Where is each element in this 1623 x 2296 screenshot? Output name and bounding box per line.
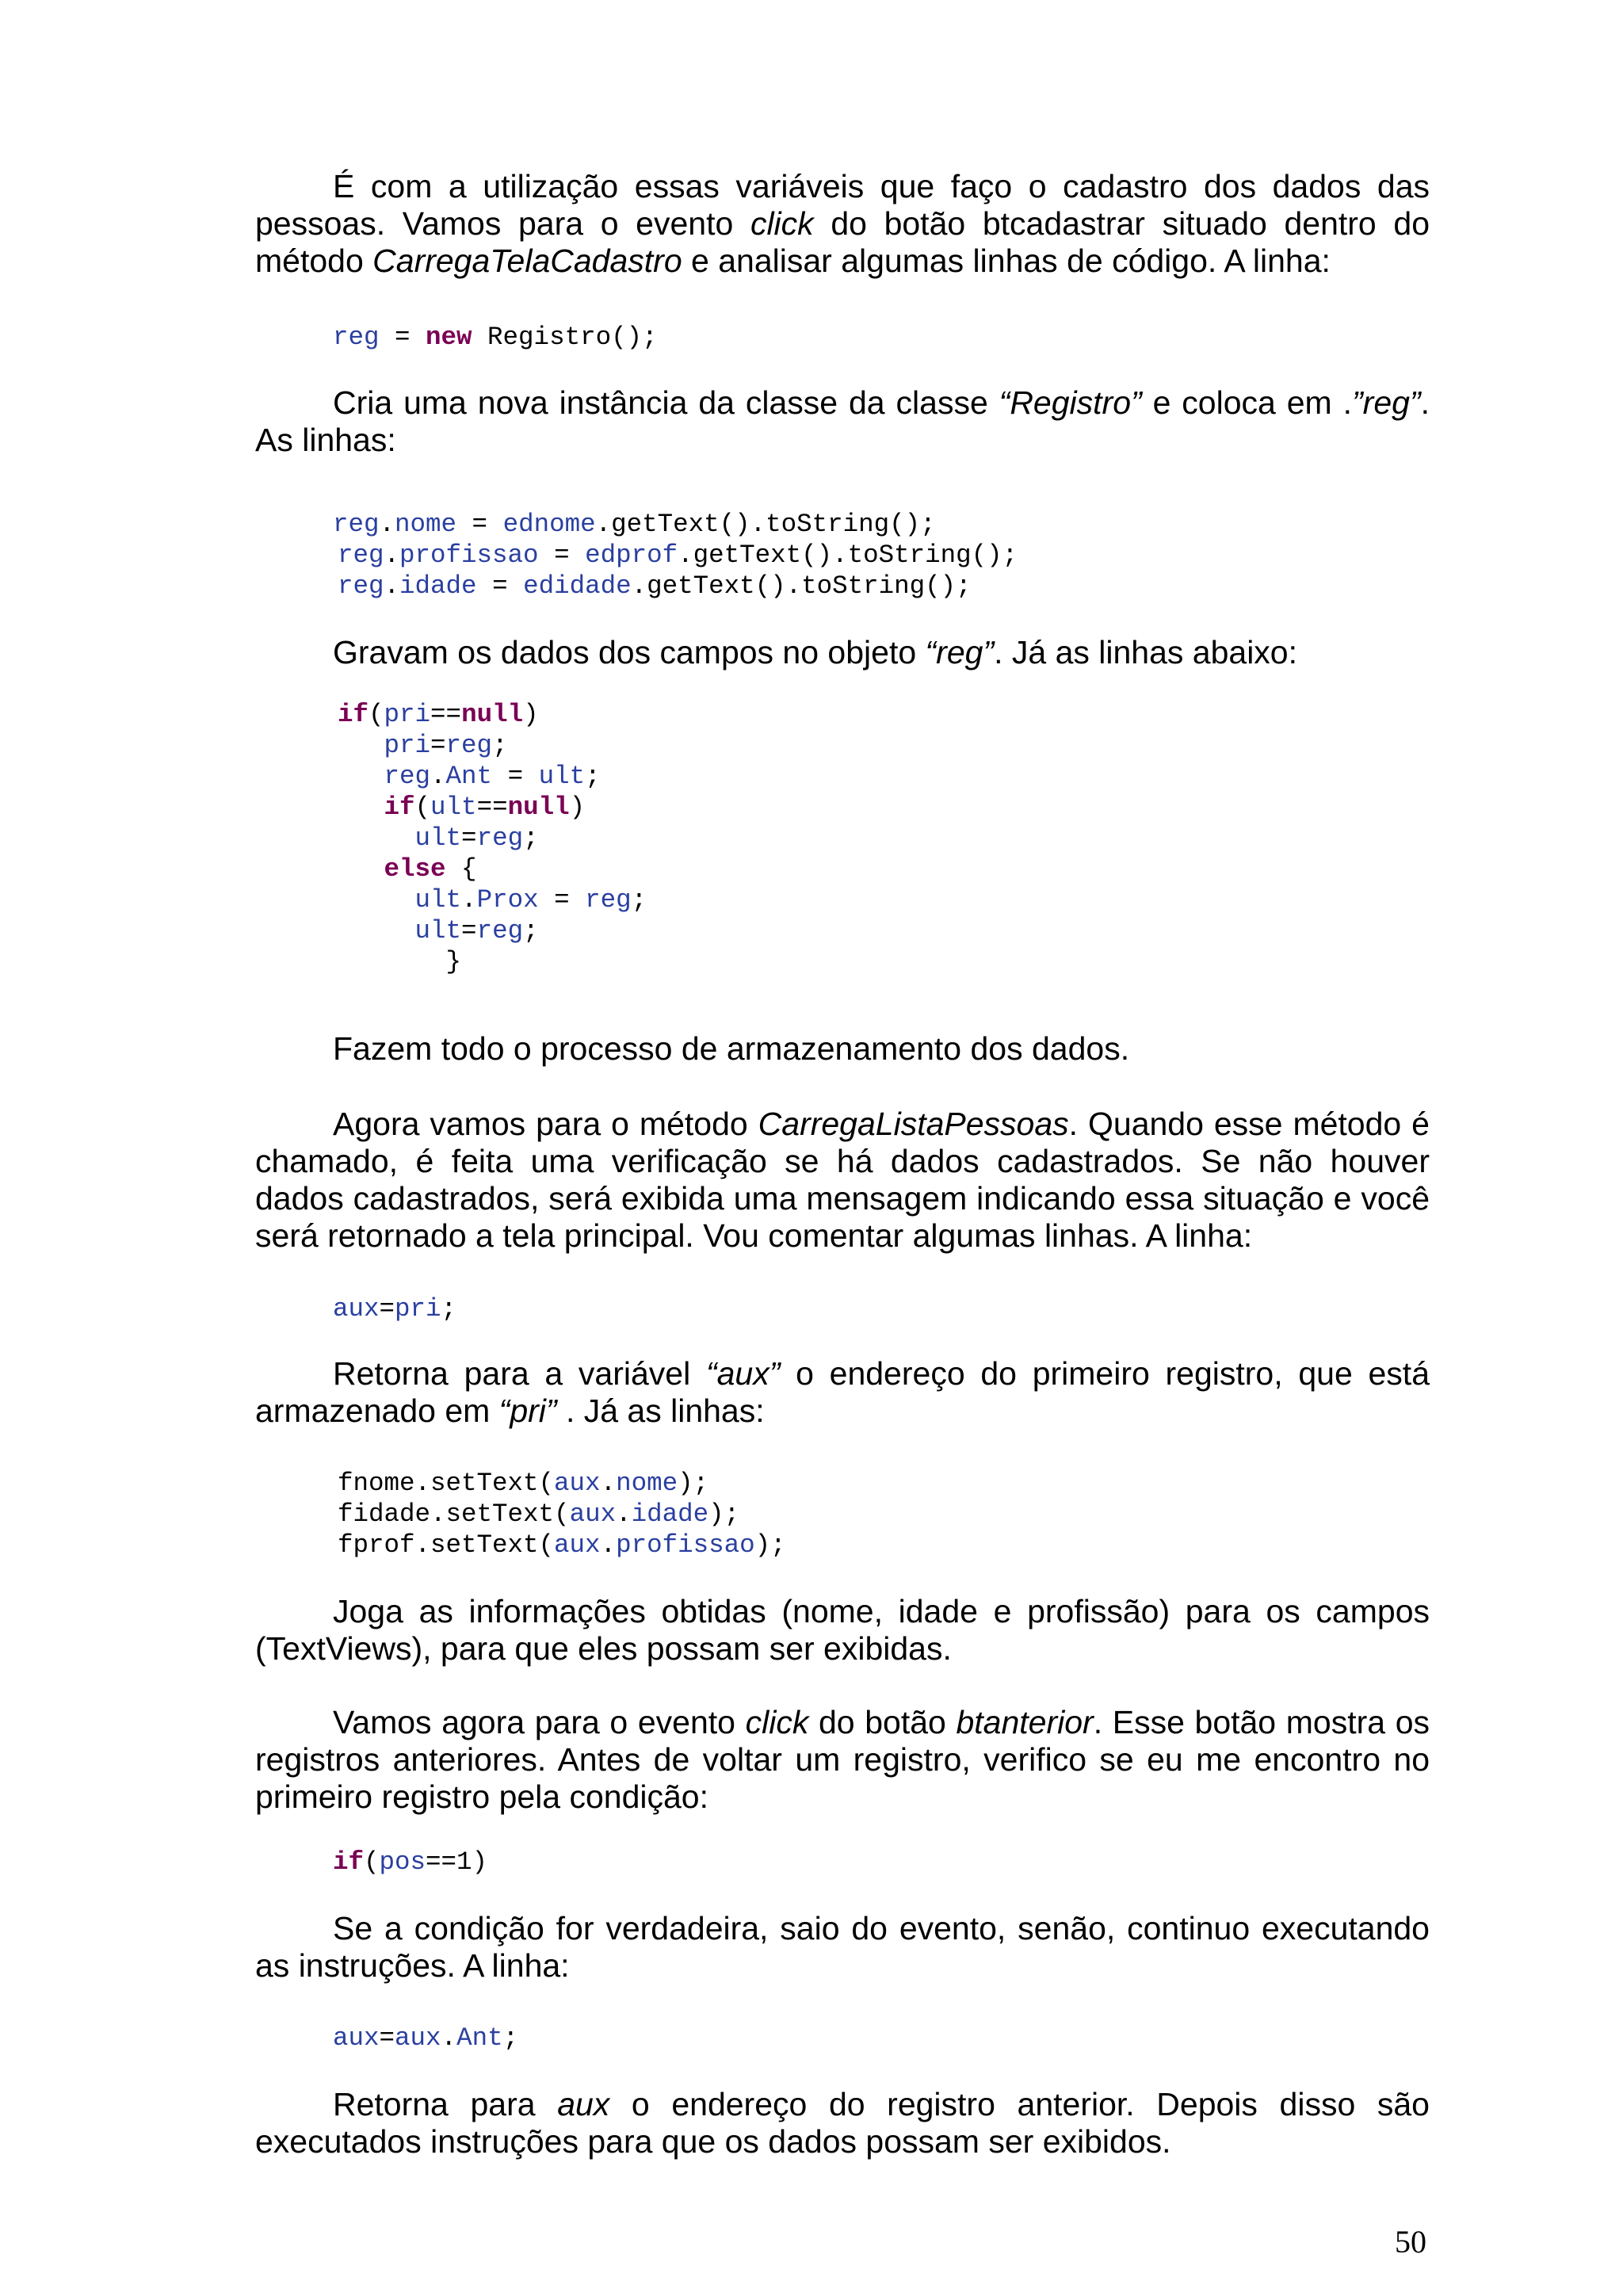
code-line: reg = new Registro(); — [333, 323, 658, 352]
emphasis: click — [745, 1704, 809, 1740]
text: e analisar algumas linhas de código. A linha: — [682, 243, 1331, 279]
text: . Já as linhas abaixo: — [994, 634, 1298, 670]
emphasis: “Registro” — [999, 384, 1142, 421]
text: . Já as linhas: — [556, 1392, 765, 1429]
paragraph-3 — [255, 634, 1430, 671]
emphasis: CarregaListaPessoas — [758, 1106, 1069, 1142]
text: . Esse botão mostra os registros anteriores. Antes de voltar um registro, verifico se eu me encontro no primeiro registro pela condição: — [255, 1704, 1430, 1815]
text: Retorna para a variável — [333, 1355, 706, 1392]
text: Vamos agora para o evento — [333, 1704, 746, 1740]
code-block-3 — [338, 699, 647, 977]
paragraph-10 — [255, 2086, 1430, 2160]
paragraph-9 — [255, 1910, 1430, 1985]
paragraph-5 — [255, 1106, 1430, 1255]
code-line: reg.nome = ednome.getText().toString(); — [333, 510, 936, 539]
code-line: ult=reg; — [414, 916, 539, 946]
code-block-7 — [333, 2023, 518, 2053]
paragraph-7 — [255, 1593, 1430, 1668]
code-block-6 — [333, 1847, 487, 1878]
code-block-4 — [333, 1293, 456, 1324]
code-line: if(pri==null) — [338, 700, 539, 729]
code-line: if(pos==1) — [333, 1847, 488, 1877]
code-line: aux=pri; — [333, 1294, 457, 1324]
emphasis: “reg” — [925, 634, 995, 670]
text: Cria uma nova instância da classe da classe — [333, 384, 999, 421]
emphasis: “pri” — [498, 1392, 557, 1429]
text: Retorna para — [333, 2086, 558, 2122]
emphasis: ”reg” — [1352, 384, 1421, 421]
code-block-1 — [333, 322, 658, 353]
text: do botão btcadastrar situado dentro do método — [255, 205, 1430, 279]
text: . As linhas: — [255, 384, 1430, 458]
code-line: else { — [384, 854, 477, 884]
text: o endereço do registro anterior. Depois disso são executados instruções para que os dados possam ser exibidos. — [255, 2086, 1430, 2160]
code-line: reg.Ant = ult; — [384, 762, 601, 791]
paragraph-6 — [255, 1355, 1430, 1430]
text: Fazem todo o processo de armazenamento dos dados. — [333, 1030, 1130, 1067]
code-line: reg.idade = edidade.getText().toString(); — [338, 571, 972, 601]
text: e coloca em . — [1141, 384, 1353, 421]
paragraph-4 — [255, 1030, 1430, 1068]
text: o endereço do primeiro registro, que está armazenado em — [255, 1355, 1430, 1429]
paragraph-2 — [255, 384, 1430, 459]
code-line: aux=aux.Ant; — [333, 2023, 519, 2053]
code-block-5 — [338, 1468, 786, 1561]
emphasis: CarregaTelaCadastro — [372, 243, 682, 279]
code-line: pri=reg; — [384, 731, 508, 760]
code-line: ult=reg; — [414, 823, 539, 853]
code-line: } — [338, 947, 462, 976]
text: . Quando esse método é chamado, é feita uma verificação se há dados cadastrados. Se não houver dados cadastrados, será exibida uma mensagem indicando essa situação e você será retornado a tela principal. Vou comentar algumas linhas. A linha: — [255, 1106, 1430, 1254]
text: É com a utilização essas variáveis que faço o cadastro dos dados das pessoas. Vamos para o evento — [255, 168, 1430, 242]
code-line: ult.Prox = reg; — [414, 885, 647, 915]
code-line: fidade.setText(aux.idade); — [338, 1499, 740, 1529]
code-line: fprof.setText(aux.profissao); — [338, 1530, 786, 1560]
emphasis: btanterior — [956, 1704, 1094, 1740]
code-line: fnome.setText(aux.nome); — [338, 1469, 709, 1498]
text: Agora vamos para o método — [333, 1106, 758, 1142]
code-line: if(ult==null) — [384, 793, 586, 822]
text: Gravam os dados dos campos no objeto — [333, 634, 926, 670]
paragraph-8 — [255, 1704, 1430, 1816]
code-line: reg.profissao = edprof.getText().toString(); — [338, 541, 1018, 570]
paragraph-1 — [255, 168, 1430, 280]
text: Joga as informações obtidas (nome, idade e profissão) para os campos (TextViews), para que eles possam ser exibidas. — [255, 1593, 1430, 1667]
emphasis: “aux” — [705, 1355, 781, 1392]
page-number: 50 — [1395, 2224, 1426, 2260]
emphasis: aux — [557, 2086, 610, 2122]
emphasis: click — [750, 205, 814, 242]
code-block-2 — [333, 509, 1018, 602]
text: Se a condição for verdadeira, saio do evento, senão, continuo executando as instruções. A linha: — [255, 1910, 1430, 1984]
text: do botão — [808, 1704, 957, 1740]
